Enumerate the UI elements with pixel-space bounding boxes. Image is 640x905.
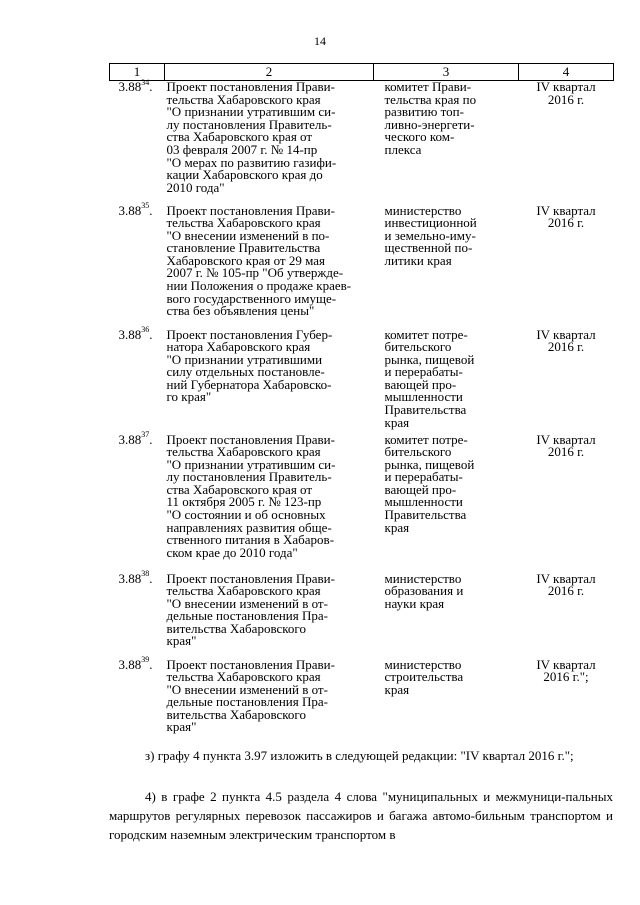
header-col-4: 4 xyxy=(519,64,614,81)
row-term: IV квартал 2016 г. xyxy=(536,202,596,231)
paragraph-amendment-z: з) графу 4 пункта 3.97 изложить в следующей редакции: "IV квартал 2016 г."; xyxy=(145,748,574,763)
row-document-title: Проект постановления Прави- тельства Хабаровского края "О признании утратившим си- лу постановления Правитель- ства Хабаровского края от 03 февраля 2007 г. № 14-пр "О мерах по развитию газифи- кации Хабаровского края до 2010 года" xyxy=(166,79,337,195)
row-responsible: министерство инвестиционной и земельно-иму- щественной по- литики края xyxy=(384,202,477,268)
table-row xyxy=(110,81,614,205)
row-responsible: комитет Прави- тельства края по развитию топ- ливно-энергети- ческого ком- плекса xyxy=(384,79,477,157)
row-number: 3.88$^{38}$. xyxy=(118,569,153,586)
table-row xyxy=(110,659,614,739)
row-responsible: комитет потре- бительского рынка, пищевой и перерабаты- вающей про- мышленности Правительства края xyxy=(384,326,475,430)
row-number: 3.88$^{34}$. xyxy=(118,77,153,94)
row-responsible: министерство образования и науки края xyxy=(384,570,464,611)
table-header-row xyxy=(110,64,614,81)
header-col-2: 2 xyxy=(165,64,374,81)
paragraph-amendment-4: 4) в графе 2 пункта 4.5 раздела 4 слова "муниципальных и межмуници-пальных маршрутов регулярных перевозок пассажиров и багажа автомо-бильным транспортом и городским наземным электрическим транспортом в xyxy=(109,789,613,842)
table-row xyxy=(110,329,614,434)
row-document-title: Проект постановления Прави- тельства Хабаровского края "О внесении изменений в по- становление Правительства Хабаровского края от 29 мая 2007 г. № 105-пр "Об утвержде- нии Положения о продаже краев- вого государственного имуще- ства без объявления цены" xyxy=(166,202,352,319)
row-term: IV квартал 2016 г. xyxy=(536,79,596,107)
page-number: 14 xyxy=(314,34,326,48)
row-document-title: Проект постановления Прави- тельства Хабаровского края "О признании утратившим си- лу постановления Правитель- ства Хабаровского края от 11 октября 2005 г. № 123-пр "О состоянии и об основных направлениях развития обще- ственного питания в Хабаров- ском крае до 2010 года" xyxy=(166,431,336,560)
row-number: 3.88$^{37}$. xyxy=(118,430,153,447)
table-row xyxy=(110,434,614,573)
row-document-title: Проект постановления Прави- тельства Хабаровского края "О внесении изменений в от- дельные постановления Пра- вительства Хабаровского края" xyxy=(166,656,335,735)
header-col-1: 1 xyxy=(110,64,165,81)
row-term: IV квартал 2016 г. xyxy=(536,570,596,599)
table-row xyxy=(110,573,614,659)
row-document-title: Проект постановления Прави- тельства Хабаровского края "О внесении изменений в от- дельные постановления Пра- вительства Хабаровского края" xyxy=(166,570,335,649)
row-document-title: Проект постановления Губер- натора Хабаровского края "О признании утратившими силу отдельных постановле- ний Губернатора Хабаровско- го края" xyxy=(166,326,333,405)
plan-table xyxy=(109,63,614,739)
row-term: IV квартал 2016 г. xyxy=(536,431,596,460)
row-number: 3.88$^{35}$. xyxy=(118,201,153,218)
row-term: IV квартал 2016 г. xyxy=(536,326,596,355)
row-responsible: министерство строительства края xyxy=(384,656,464,697)
row-responsible: комитет потре- бительского рынка, пищевой и перерабаты- вающей про- мышленности Правительства края xyxy=(384,431,475,535)
table-row xyxy=(110,205,614,329)
row-number: 3.88$^{39}$. xyxy=(118,655,153,672)
row-term: IV квартал 2016 г."; xyxy=(536,656,596,685)
row-number: 3.88$^{36}$. xyxy=(118,325,153,342)
header-col-3: 3 xyxy=(374,64,519,81)
